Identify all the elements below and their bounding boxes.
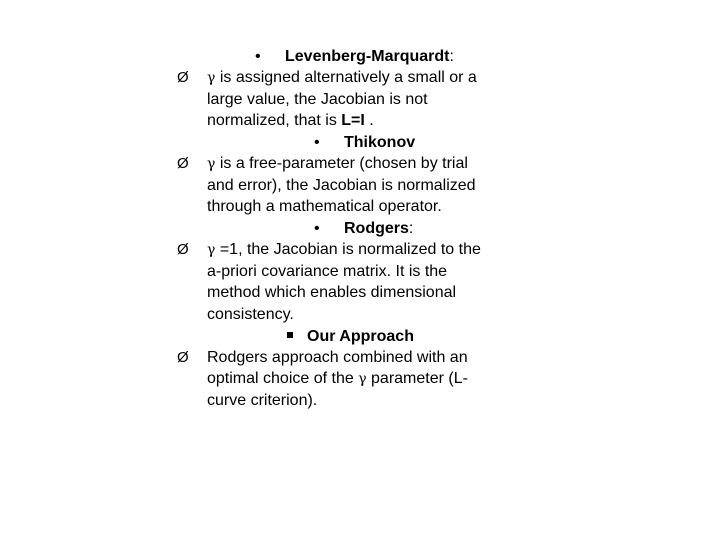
lm-line-1: γ is assigned alternatively a small or a xyxy=(207,69,477,86)
gamma-symbol: γ xyxy=(207,242,216,258)
arrow-bullet-icon: Ø xyxy=(177,241,189,258)
thikonov-heading: Thikonov xyxy=(344,134,416,151)
approach-heading: Our Approach xyxy=(307,328,414,345)
lm-heading-colon: : xyxy=(449,48,454,65)
thikonov-line-1: γ is a free-parameter (chosen by trial xyxy=(207,155,468,172)
arrow-bullet-icon: Ø xyxy=(177,69,189,86)
thikonov-line-3: through a mathematical operator. xyxy=(207,198,442,215)
rodgers-heading-line xyxy=(314,218,413,240)
arrow-bullet-icon: Ø xyxy=(177,155,189,172)
approach-line-3: curve criterion). xyxy=(207,392,318,409)
rodgers-line-3: method which enables dimensional xyxy=(207,284,457,301)
lm-heading-line xyxy=(255,46,454,68)
gamma-symbol: γ xyxy=(207,156,216,172)
thikonov-line-2: and error), the Jacobian is normalized xyxy=(207,177,476,194)
lm-line-3: normalized, that is L=I . xyxy=(207,112,374,129)
square-bullet-icon xyxy=(287,332,293,338)
lm-heading: Levenberg-Marquardt xyxy=(285,48,450,65)
approach-line-1: Rodgers approach combined with an xyxy=(207,349,468,366)
approach-line-2: optimal choice of the γ parameter (L- xyxy=(207,370,468,387)
lm-line-2: large value, the Jacobian is not xyxy=(207,91,428,108)
rodgers-line-1: γ =1, the Jacobian is normalized to the xyxy=(207,241,481,258)
arrow-bullet-icon: Ø xyxy=(177,349,189,366)
rodgers-line-4: consistency. xyxy=(207,306,294,323)
rodgers-heading: Rodgers xyxy=(344,220,409,237)
lm-identity: L=I xyxy=(341,112,365,129)
approach-heading-line xyxy=(287,326,414,348)
gamma-symbol: γ xyxy=(358,371,367,387)
rodgers-line-2: a-priori covariance matrix. It is the xyxy=(207,263,448,280)
round-bullet-icon: • xyxy=(255,48,261,65)
thikonov-heading-line xyxy=(314,132,415,154)
rodgers-heading-colon: : xyxy=(408,220,414,237)
round-bullet-icon: • xyxy=(314,220,320,237)
gamma-symbol: γ xyxy=(207,70,216,86)
round-bullet-icon: • xyxy=(314,134,320,151)
